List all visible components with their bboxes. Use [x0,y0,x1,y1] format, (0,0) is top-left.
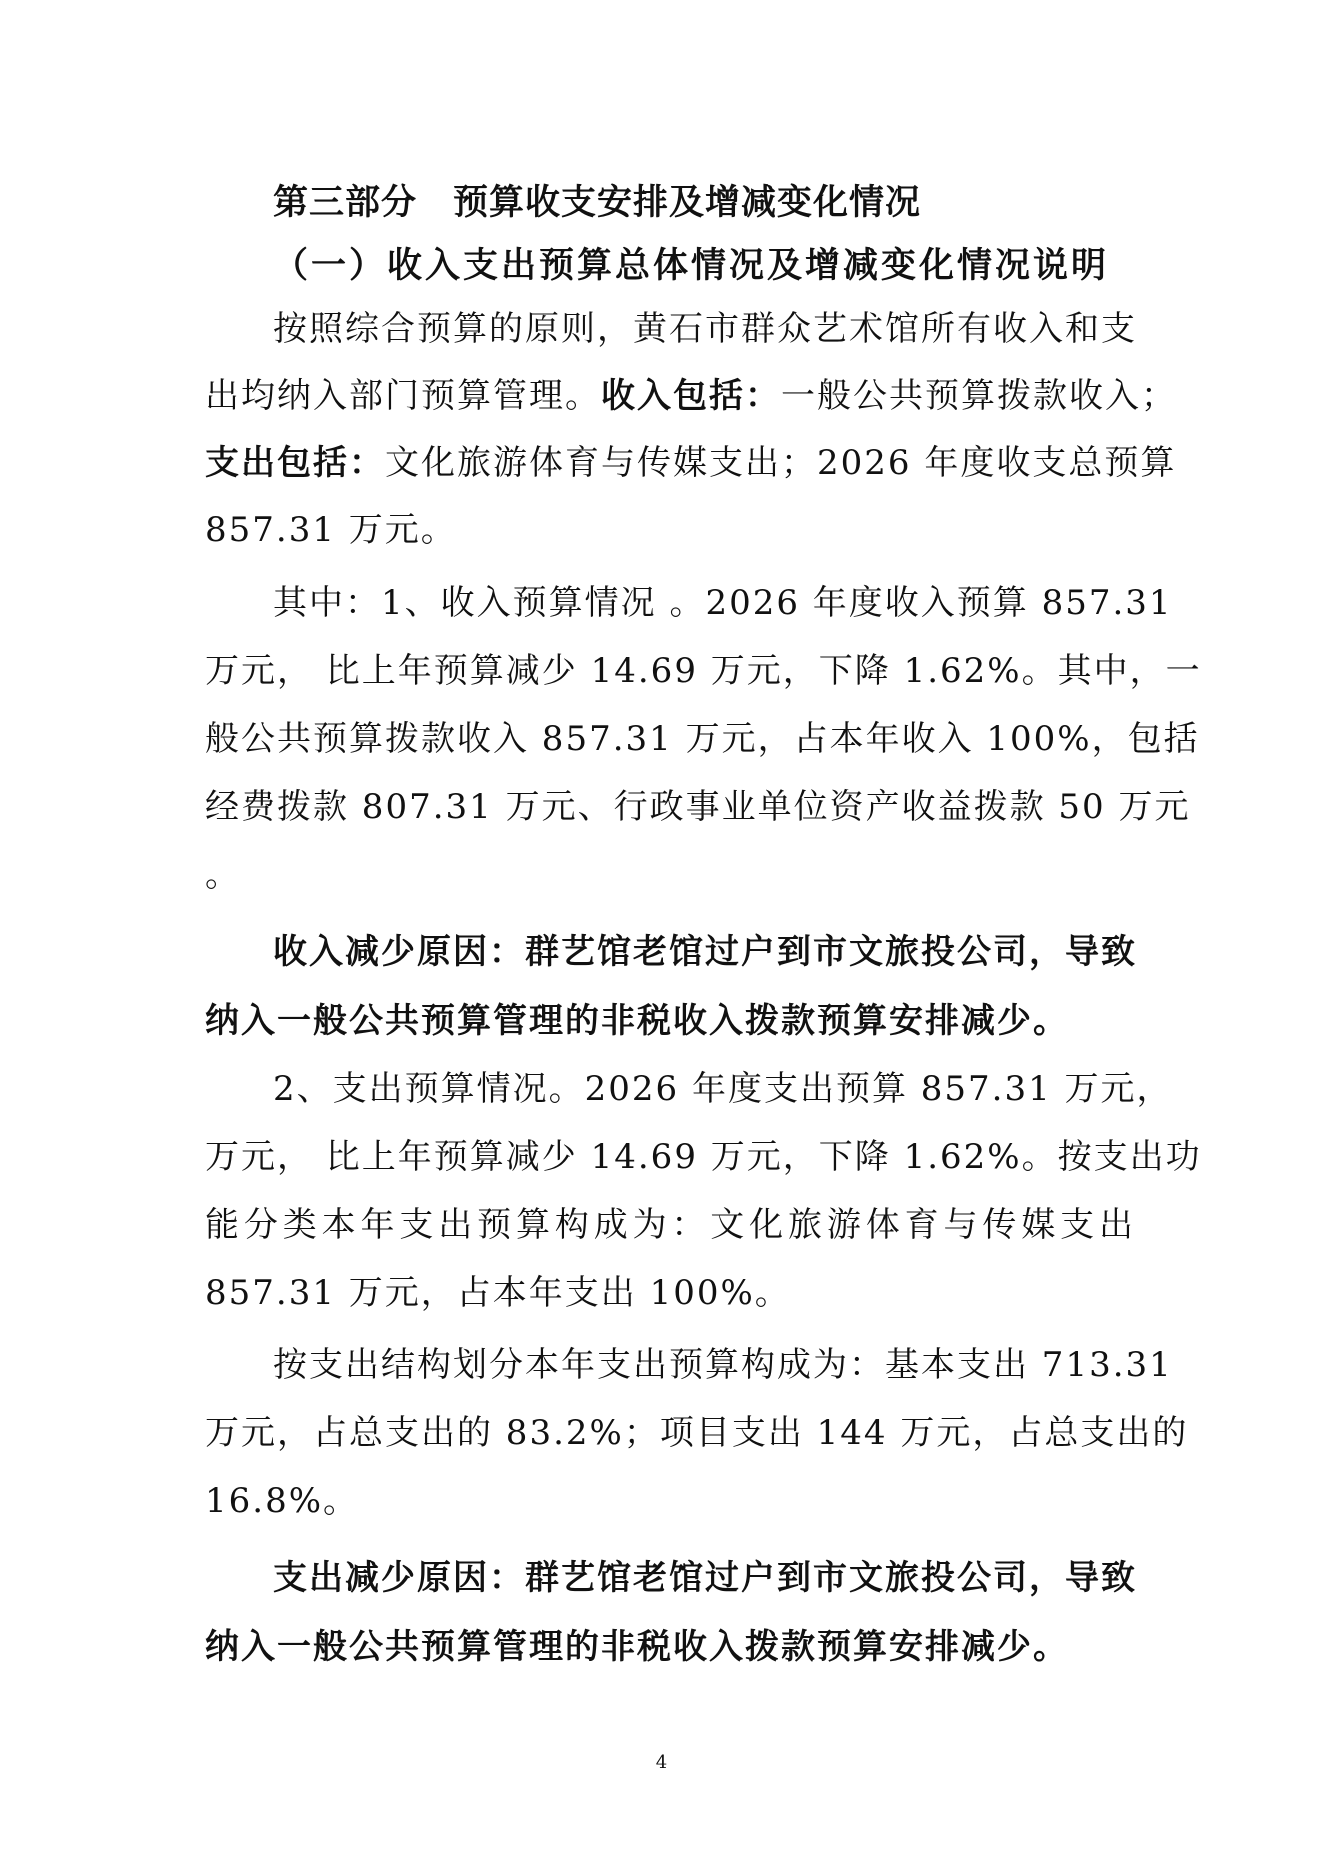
paragraph-4-line-4: 857.31 万元，占本年支出 100%。 [205,1273,791,1313]
paragraph-2-line-5: 。 [205,855,241,895]
paragraph-1-line-2-text: 出均纳入部门预算管理。 [205,376,601,416]
paragraph-1-line-4: 857.31 万元。 [205,510,457,550]
paragraph-3-line-1: 收入减少原因：群艺馆老馆过户到市文旅投公司，导致 [273,932,1137,972]
paragraph-1-line-3-rest: 文化旅游体育与传媒支出；2026 年度收支总预算 [385,443,1177,483]
paragraph-1-line-3 [205,443,1177,483]
income-includes-label: 收入包括： [601,376,781,416]
paragraph-1-line-2 [205,376,1177,416]
paragraph-4-line-1: 2、支出预算情况。2026 年度支出预算 857.31 万元， [273,1069,1173,1109]
section-subtitle: （一）收入支出预算总体情况及增减变化情况说明 [273,246,1110,286]
paragraph-5-line-1: 按支出结构划分本年支出预算构成为：基本支出 713.31 [273,1345,1173,1385]
paragraph-6-line-2: 纳入一般公共预算管理的非税收入拨款预算安排减少。 [205,1627,1069,1667]
paragraph-2-line-2: 万元， 比上年预算减少 14.69 万元，下降 1.62%。其中，一 [205,651,1202,691]
paragraph-1-line-2-rest: 一般公共预算拨款收入； [781,376,1177,416]
paragraph-4-line-3: 能分类本年支出预算构成为：文化旅游体育与传媒支出 [205,1205,1135,1245]
page-number: 4 [655,1752,668,1773]
section-title: 第三部分 预算收支安排及增减变化情况 [273,183,922,223]
expense-includes-label: 支出包括： [205,443,385,483]
paragraph-4-line-2: 万元， 比上年预算减少 14.69 万元，下降 1.62%。按支出功 [205,1137,1202,1177]
paragraph-5-line-2: 万元，占总支出的 83.2%；项目支出 144 万元，占总支出的 [205,1413,1189,1453]
paragraph-2-line-1: 其中：1、收入预算情况 。2026 年度收入预算 857.31 [273,583,1173,623]
paragraph-2-line-4: 经费拨款 807.31 万元、行政事业单位资产收益拨款 50 万元 [205,787,1191,827]
paragraph-6-line-1: 支出减少原因：群艺馆老馆过户到市文旅投公司，导致 [273,1558,1137,1598]
paragraph-5-line-3: 16.8%。 [205,1481,360,1521]
paragraph-3-line-2: 纳入一般公共预算管理的非税收入拨款预算安排减少。 [205,1001,1069,1041]
paragraph-2-line-3: 般公共预算拨款收入 857.31 万元，占本年收入 100%，包括 [205,719,1200,759]
paragraph-1-line-1: 按照综合预算的原则，黄石市群众艺术馆所有收入和支 [273,309,1137,349]
